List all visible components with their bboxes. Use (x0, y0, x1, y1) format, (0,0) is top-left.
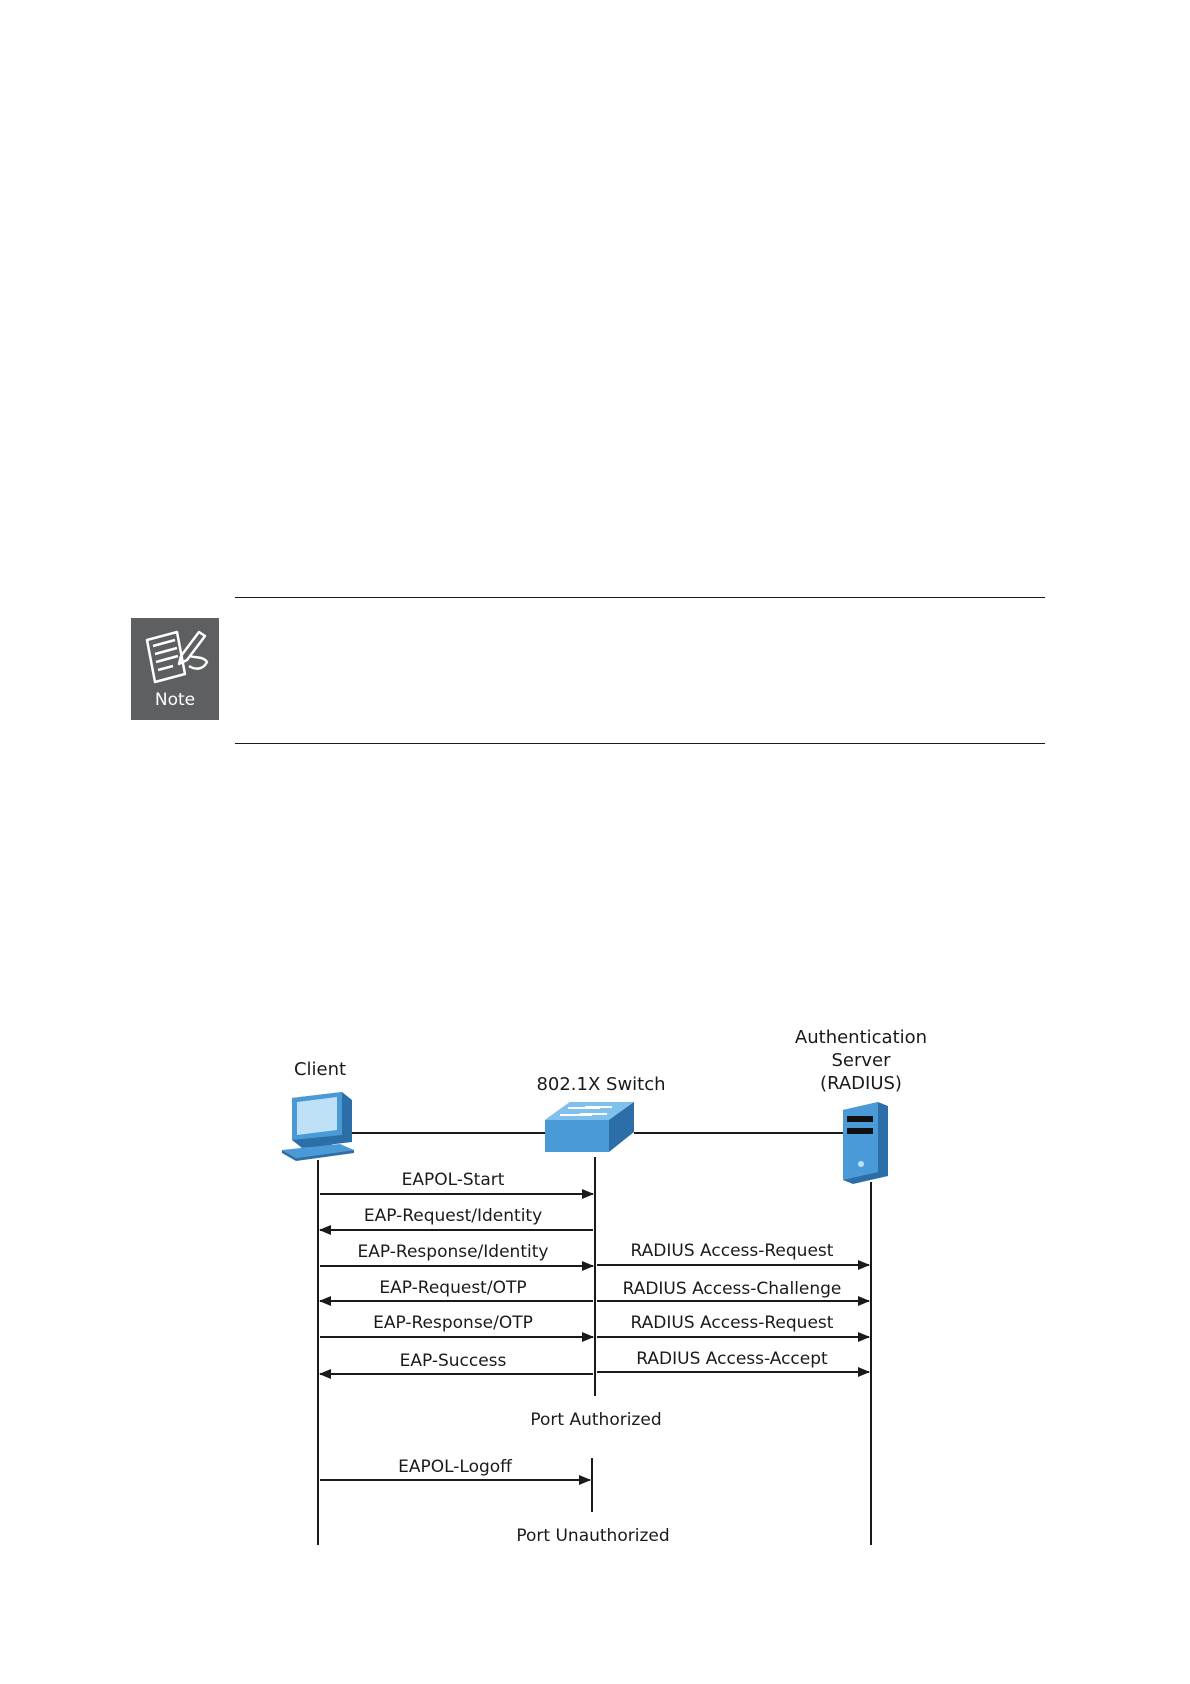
logoff-label: EAPOL-Logoff (398, 1457, 512, 1477)
port-unauthorized-label: Port Unauthorized (516, 1526, 670, 1546)
client-label: Client (293, 1059, 347, 1080)
message-label: EAP-Request/Identity (363, 1206, 543, 1226)
note-label: Note (154, 690, 196, 710)
message-label: EAP-Request/OTP (379, 1278, 527, 1298)
message-label: EAPOL-Start (401, 1170, 505, 1190)
server-icon (843, 1102, 888, 1184)
switch-icon (545, 1102, 634, 1152)
message-label: EAP-Response/OTP (373, 1313, 533, 1333)
server-label-line-2: Server (831, 1050, 891, 1071)
message-label: RADIUS Access-Accept (636, 1349, 828, 1369)
switch-label: 802.1X Switch (536, 1074, 666, 1095)
message-label: EAP-Response/Identity (357, 1242, 549, 1262)
port-authorized-label: Port Authorized (530, 1410, 662, 1430)
message-label: EAP-Success (399, 1351, 507, 1371)
client-computer-icon (282, 1092, 354, 1161)
message-label: RADIUS Access-Request (630, 1313, 834, 1333)
server-label-line-1: Authentication (794, 1027, 928, 1048)
message-label: RADIUS Access-Challenge (622, 1279, 842, 1299)
message-label: RADIUS Access-Request (630, 1241, 834, 1261)
server-label-line-3: (RADIUS) (820, 1073, 902, 1094)
